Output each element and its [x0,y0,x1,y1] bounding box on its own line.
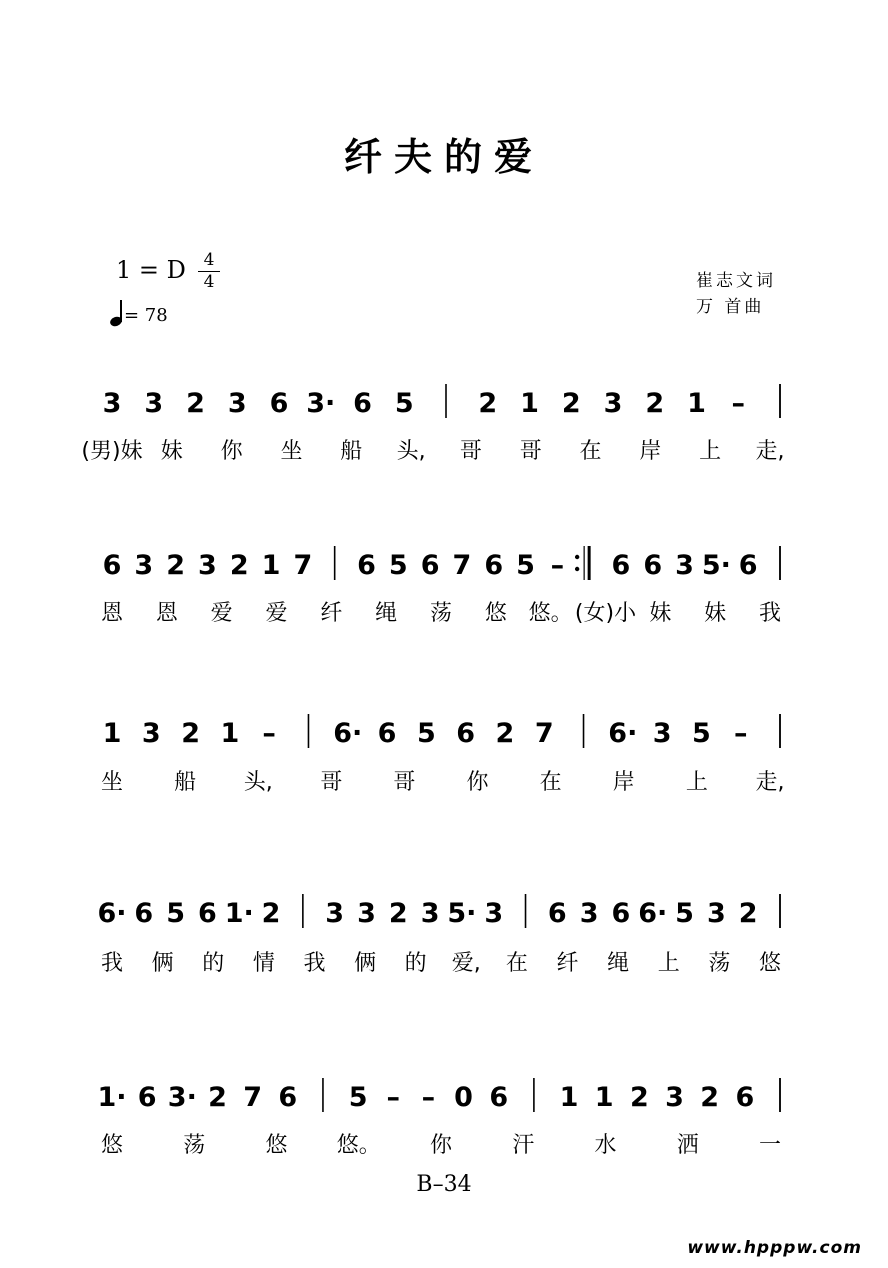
lyric-word: 洒 [676,1133,699,1158]
score-note: 5· [701,550,731,581]
score-note: 6 [484,550,504,581]
lyric-word: 船 [340,439,363,464]
lyric-word: 绳 [607,951,630,976]
lyric-word: 妹 [649,601,672,626]
score-note: 2 [478,388,498,419]
lyric-word: 在 [505,951,528,976]
score-note: 5 [348,1082,368,1113]
score-note: 6 [643,550,663,581]
score-note: 6 [611,898,631,929]
lyric-word: 上 [657,951,680,976]
lyric-word: 爱, [451,951,481,976]
score-note: 5 [416,718,436,749]
score-note: – [731,388,745,419]
lyric-word: 俩 [354,951,377,976]
lyric-word: 岸 [639,439,662,464]
score-note: 5· [447,898,477,929]
score-note: 3 [675,550,694,581]
lyric-word: 荡 [429,601,453,626]
score-note: 3 [603,388,623,419]
score-note: 5 [692,718,711,749]
score-note: 3 [227,388,247,419]
score-note: 2 [629,1082,649,1113]
lyric-word: 悠 [484,601,507,626]
lyric-word: 坐 [280,439,303,464]
score-note: 3 [652,718,672,749]
score-note: 6 [357,550,376,581]
score-note: 6 [134,898,154,929]
song-title: 纤夫的爱 [343,135,544,179]
lyric-word: 上 [685,770,708,795]
score-note: 2 [645,388,665,419]
score-note: 6· [97,898,127,929]
time-signature-bottom: 4 [203,272,215,292]
score-note: 3· [167,1082,197,1113]
score-note: 5 [675,898,694,929]
lyric-word: 悠 [758,951,782,976]
lyric-word: 哥 [393,770,416,795]
score-note: 1 [594,1082,614,1113]
score-note: 1 [687,388,706,419]
score-note: 6 [377,718,397,749]
score-note: 6 [137,1082,157,1113]
lyric-word: 妹 [160,439,183,464]
score-note: 3· [306,388,336,419]
score-note: 1 [520,388,539,419]
lyric-word: 在 [539,770,562,795]
score-note: 1 [220,718,240,749]
lyric-word: (女)小 [574,601,637,626]
lyric-word: 爱 [265,601,288,626]
score-note: 3 [141,718,161,749]
lyric-word: 荡 [708,951,731,976]
lyric-word: 我 [100,951,124,976]
score-note: – [262,718,276,749]
score-note: – [733,718,748,749]
score-note: 1 [559,1082,579,1113]
lyric-word: 的 [404,951,427,976]
lyric-word: 你 [429,1133,453,1158]
lyric-word: 你 [466,770,489,795]
lyric-word: 在 [579,439,602,464]
score-note: 6 [489,1082,509,1113]
composer-credit: 万 首曲 [696,297,765,317]
score-note: 3 [102,388,122,419]
score-note: 2 [208,1082,227,1113]
score-note: – [386,1082,401,1113]
score-note: 5 [394,388,414,419]
score-note: 6 [278,1082,298,1113]
lyric-word: 情 [252,951,275,976]
score-note: 5 [166,898,186,929]
score-note: 3 [579,898,599,929]
lyric-word: 的 [202,951,225,976]
lyric-word: 悠 [100,1133,124,1158]
lyric-word: 上 [699,439,722,464]
lyric-word: 岸 [612,770,635,795]
score-note: 5 [516,550,535,581]
lyric-word: 我 [303,951,326,976]
lyric-word: 悠。 [336,1133,381,1158]
score-note: 6 [420,550,440,581]
score-note: 3 [484,898,504,929]
score-note: 6· [608,718,638,749]
score-note: 3 [706,898,726,929]
score-note: 2 [700,1082,720,1113]
score-note: 3 [357,898,376,929]
lyric-word: 我 [758,601,782,626]
lyric-word: 哥 [459,439,482,464]
lyricist-credit: 崔志文词 [696,271,776,291]
score-note: 5 [388,550,408,581]
lyric-word: 纤 [320,601,343,626]
watermark: www.hpppw.com [687,1238,862,1258]
lyric-word: (男)妹 [81,439,143,464]
score-note: 6 [269,388,289,419]
lyric-word: 走, [755,770,785,795]
score-note: 7 [452,550,472,581]
lyric-word: 船 [174,770,197,795]
lyric-word: 你 [220,439,243,464]
score-note: 6· [638,898,668,929]
score-note: 6· [333,718,363,749]
score-note: 7 [243,1082,263,1113]
score-note: 2 [388,898,408,929]
lyric-word: 悠 [265,1133,288,1158]
page-number: B–34 [416,1172,472,1197]
score-note: 7 [534,718,554,749]
lyric-word: 恩 [155,601,178,626]
score-note: 2 [261,898,281,929]
score-note: 2 [495,718,515,749]
lyric-word: 俩 [151,951,174,976]
score-note: 6 [738,550,758,581]
lyric-word: 头, [396,439,426,464]
lyric-word: 悠。 [528,601,573,626]
lyric-word: 荡 [183,1133,206,1158]
lyric-word: 妹 [704,601,727,626]
lyric-word: 纤 [556,951,579,976]
score-note: – [550,550,565,581]
score-note: 0 [454,1082,473,1113]
score-note: 2 [229,550,249,581]
key-signature: 1 = D [116,256,186,284]
lyric-word: 头, [243,770,273,795]
score-note: 6 [547,898,567,929]
score-note: 3 [134,550,154,581]
lyric-word: 恩 [100,601,124,626]
score-note: 3 [144,388,164,419]
score-note: 3 [420,898,440,929]
score-note: 6 [353,388,372,419]
lyric-word: 绳 [375,601,398,626]
lyric-word: 一 [758,1133,782,1158]
tempo-value: = 78 [124,305,168,326]
score-note: 2 [561,388,581,419]
score-note: 6 [198,898,217,929]
score-note: 6 [611,550,631,581]
score-note: 2 [181,718,200,749]
score-note: 2 [186,388,205,419]
repeat-dot [575,555,579,559]
lyric-word: 哥 [519,439,542,464]
score-note: 1 [261,550,281,581]
score-note: 2 [166,550,186,581]
lyric-word: 水 [594,1133,617,1158]
score-note: – [421,1082,436,1113]
lyric-word: 爱 [210,601,233,626]
score-note: 3 [325,898,345,929]
score-note: 1· [97,1082,127,1113]
score-note: 1· [224,898,254,929]
score-note: 6 [735,1082,755,1113]
score-note: 3 [198,550,217,581]
score-note: 6 [456,718,476,749]
score-note: 7 [293,550,313,581]
score-note: 6 [102,550,122,581]
score-note: 1 [102,718,122,749]
lyric-word: 汗 [512,1133,535,1158]
lyric-word: 坐 [100,770,124,795]
lyric-word: 走, [755,439,785,464]
score-note: 3 [665,1082,684,1113]
lyric-word: 哥 [320,770,343,795]
time-signature-top: 4 [203,250,215,270]
score-note: 2 [738,898,758,929]
repeat-dot [575,567,579,571]
